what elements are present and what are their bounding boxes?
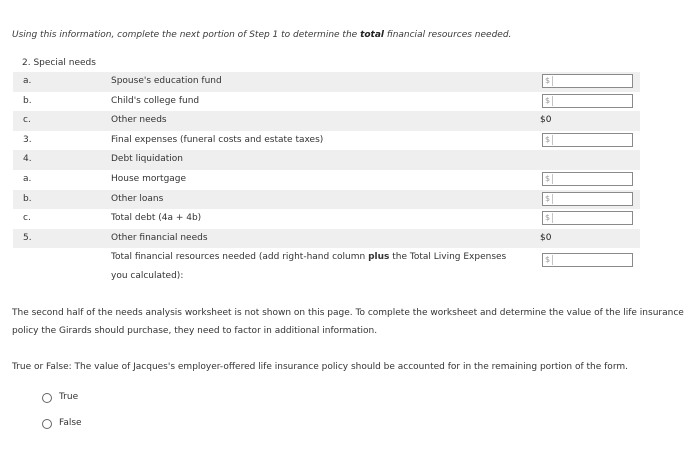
row-label: Child's college fund — [111, 95, 200, 106]
row-number: 5. — [23, 232, 32, 243]
instructions-bold: total — [360, 30, 385, 40]
section-title: 2. Special needs — [22, 58, 96, 68]
special-needs-table — [13, 72, 640, 286]
row-number: a. — [23, 173, 32, 184]
dollar-sign: $ — [545, 96, 553, 106]
table-row-total — [13, 248, 640, 286]
row-number: 4. — [23, 154, 32, 165]
other-loans-input[interactable] — [542, 192, 633, 206]
row-number: b. — [23, 95, 32, 106]
dollar-sign: $ — [545, 76, 553, 86]
child-college-input[interactable] — [542, 94, 633, 108]
row-label: Spouse's education fund — [111, 76, 222, 86]
row-label: House mortgage — [111, 173, 187, 184]
instructions-text — [12, 30, 511, 40]
radio-button-false[interactable] — [42, 419, 52, 429]
row-label: Other financial needs — [111, 232, 208, 243]
table-row — [13, 72, 640, 92]
table-row — [13, 131, 640, 151]
row-number: c. — [23, 213, 31, 224]
table-row — [13, 209, 640, 229]
dollar-sign: $ — [545, 255, 553, 265]
table-row — [13, 229, 640, 249]
radio-button-true[interactable] — [42, 393, 52, 403]
total-resources-input[interactable] — [542, 253, 633, 267]
option-true-label: True — [59, 392, 79, 402]
row-label: Final expenses (funeral costs and estate taxes) — [111, 134, 324, 145]
row-number: a. — [23, 76, 32, 86]
row-number: 3. — [23, 134, 32, 145]
dollar-sign: $ — [545, 194, 553, 204]
total-label-part: Total financial resources needed (add right-hand column — [111, 252, 369, 263]
other-financial-needs-value: $0 — [540, 232, 552, 243]
total-label-part: the Total Living Expenses you calculated): — [111, 252, 507, 282]
dollar-sign: $ — [545, 135, 553, 145]
table-row — [13, 170, 640, 190]
info-paragraph: The second half of the needs analysis worksheet is not shown on this page. To complete the worksheet and determine the value of the life insurance policy the Girards should purchase, they need to factor in additional information. — [12, 308, 684, 336]
table-row — [13, 111, 640, 131]
total-label-bold: plus — [368, 252, 390, 263]
row-label: Total debt (4a + 4b) — [111, 213, 202, 224]
row-label: Other loans — [111, 193, 164, 204]
house-mortgage-input[interactable] — [542, 172, 633, 186]
dollar-sign: $ — [545, 174, 553, 184]
option-false-label: False — [59, 418, 82, 428]
instructions-part: Using this information, complete the next portion of Step 1 to determine the — [12, 30, 361, 40]
other-needs-value: $0 — [540, 115, 552, 126]
table-row — [13, 190, 640, 210]
table-row — [13, 150, 640, 170]
dollar-sign: $ — [545, 213, 553, 223]
instructions-part: financial resources needed. — [384, 30, 512, 40]
question-text: True or False: The value of Jacques's employer-offered life insurance policy should be accounted for in the remaining portion of the form. — [12, 362, 628, 372]
row-number: c. — [23, 115, 31, 126]
spouse-education-input[interactable] — [542, 74, 633, 88]
row-label — [111, 248, 516, 286]
final-expenses-input[interactable] — [542, 133, 633, 147]
table-row — [13, 92, 640, 112]
total-debt-input[interactable] — [542, 211, 633, 225]
row-number: b. — [23, 193, 32, 204]
row-label: Other needs — [111, 115, 167, 126]
row-label: Debt liquidation — [111, 154, 183, 165]
